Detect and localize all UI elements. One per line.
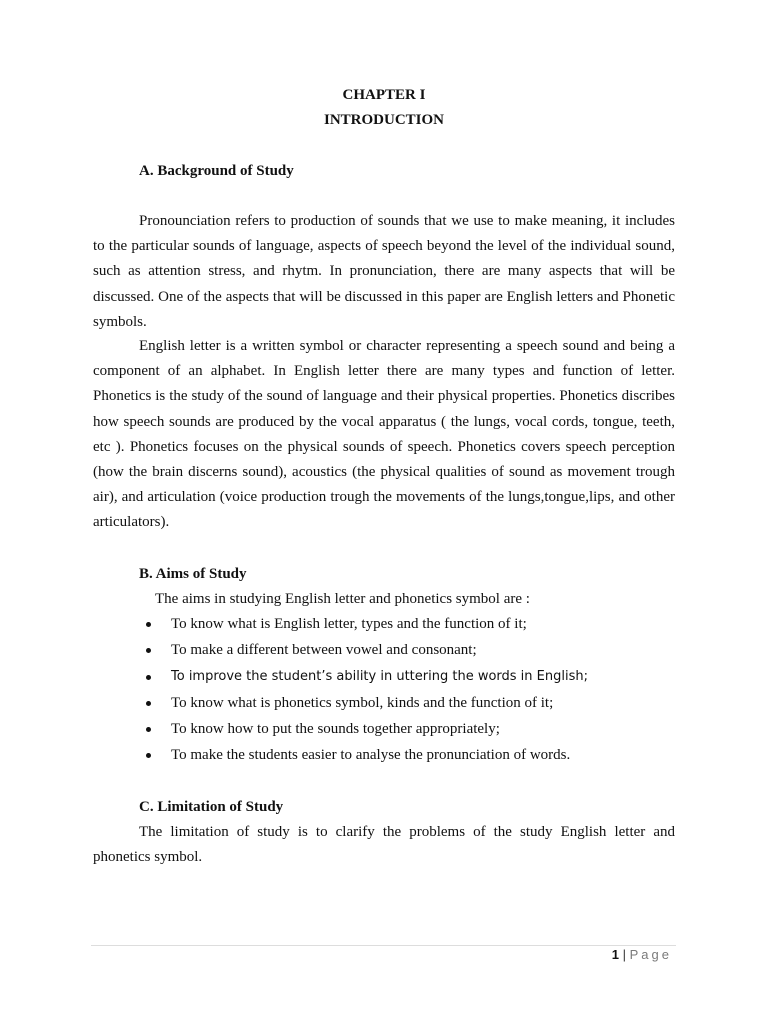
section-a-heading: A. Background of Study bbox=[139, 163, 294, 179]
bullet-icon bbox=[146, 727, 151, 732]
list-item bbox=[139, 742, 588, 768]
bullet-icon bbox=[146, 675, 151, 680]
aim-text: To make a different between vowel and consonant; bbox=[171, 642, 477, 659]
footer-divider bbox=[91, 945, 676, 946]
chapter-title: INTRODUCTION bbox=[323, 112, 444, 128]
bullet-icon bbox=[146, 753, 151, 758]
aim-text: To know what is English letter, types and the function of it; bbox=[171, 616, 527, 632]
aim-text: To know what is phonetics symbol, kinds and the function of it; bbox=[171, 694, 554, 711]
list-item bbox=[139, 611, 588, 637]
background-paragraph-1: Pronounciation refers to production of sounds that we use to make meaning, it includes to the particular sounds of language, aspects of speech beyond the level of the individual sound, such as attention stress, and rhytm. In pronunciation, there are many aspects that will be discussed. One of the aspects that will be discussed in this paper are English letters and Phonetic symbols. bbox=[93, 213, 675, 330]
page-footer bbox=[612, 947, 672, 962]
section-c-heading: C. Limitation of Study bbox=[139, 799, 284, 815]
aim-text: To improve the student’s ability in uttering the words in English; bbox=[171, 668, 588, 684]
list-item bbox=[139, 637, 588, 663]
footer-separator: | bbox=[622, 947, 626, 962]
bullet-icon bbox=[146, 701, 151, 706]
aim-text: To know how to put the sounds together appropriately; bbox=[171, 721, 500, 738]
aim-text: To make the students easier to analyse the pronunciation of words. bbox=[171, 747, 571, 764]
list-item bbox=[139, 664, 588, 690]
aims-list bbox=[139, 611, 588, 769]
page-number: 1 bbox=[611, 947, 619, 962]
aims-intro: The aims in studying English letter and phonetics symbol are : bbox=[155, 591, 530, 607]
background-paragraph-2: English letter is a written symbol or character representing a speech sound and being a component of an alphabet. In English letter there are many types and function of letter. Phonetics is the study of the sound of language and their physical properties. Phonetics discribes how speech sounds are produced by the vocal apparatus ( the lungs, vocal cords, tongue, teeth, etc ). Phonetics focuses on the physical sounds of speech. Phonetics covers speech perception (how the brain discerns sound), acoustics (the physical qualities of sound as movement trough air), and articulation (voice production trough the movements of the lungs,tongue,lips, and other articulators). bbox=[93, 338, 675, 531]
bullet-icon bbox=[146, 648, 151, 653]
list-item bbox=[139, 690, 588, 716]
chapter-label: CHAPTER I bbox=[342, 87, 426, 103]
list-item bbox=[139, 716, 588, 742]
limitation-paragraph: The limitation of study is to clarify the problems of the study English letter and phonetics symbol. bbox=[93, 824, 675, 866]
section-b-heading: B. Aims of Study bbox=[139, 566, 247, 582]
page-word: Page bbox=[629, 947, 672, 962]
bullet-icon bbox=[146, 622, 151, 627]
